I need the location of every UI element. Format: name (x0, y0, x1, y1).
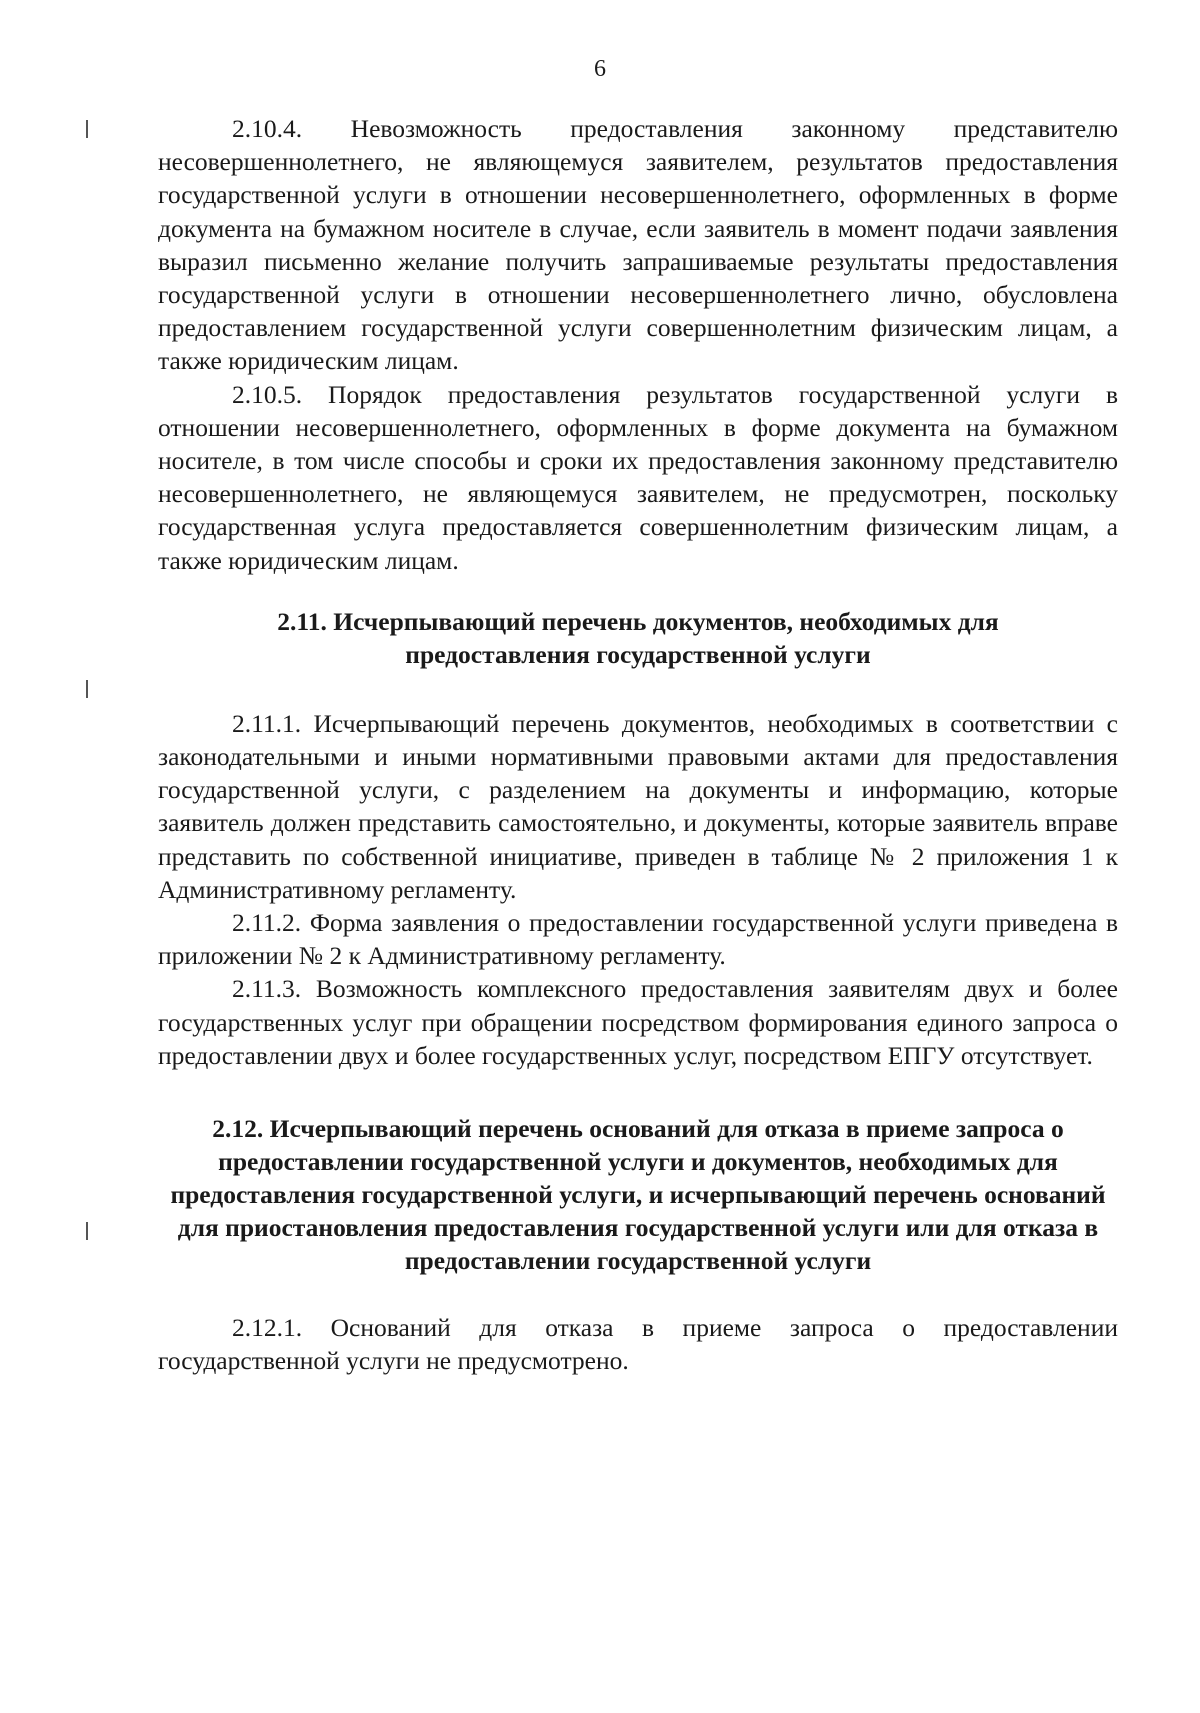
paragraph-2-10-4: 2.10.4. Невозможность предоставления законному представителю несовершеннолетнего, не являющемуся заявителем, результатов предоставления государственной услуги в отношении несовершеннолетнего, оформленных в форме документа на бумажном носителе в случае, если заявитель в момент подачи заявления выразил письменно желание получить запрашиваемые результаты предоставления государственной услуги в отношении несовершеннолетнего лично, обусловлена предоставлением государственной услуги совершеннолетним физическим лицам, а также юридическим лицам. (158, 114, 1118, 376)
margin-mark (86, 680, 88, 698)
margin-mark (86, 120, 88, 138)
paragraph-2-11-2: 2.11.2. Форма заявления о предоставлении государственной услуги приведена в приложении № 2 к Административному регламенту. (158, 908, 1118, 971)
paragraph-2-12-1: 2.12.1. Оснований для отказа в приеме запроса о предоставлении государственной услуги не предусмотрено. (158, 1313, 1118, 1376)
paragraph-2-11-1: 2.11.1. Исчерпывающий перечень документов, необходимых в соответствии с законодательными и иными нормативными правовыми актами для предоставления государственной услуги, с разделением на документы и информацию, которые заявитель должен представить самостоятельно, и документы, которые заявитель вправе представить по собственной инициативе, приведен в таблице № 2 приложения 1 к Административному регламенту. (158, 708, 1118, 904)
document-body (158, 112, 1118, 1377)
paragraph-2-10-5: 2.10.5. Порядок предоставления результатов государственной услуги в отношении несовершеннолетнего, оформленных в форме документа на бумажном носителе, в том числе способы и сроки их предоставления законному представителю несовершеннолетнего, не являющемуся заявителем, не предусмотрен, поскольку государственная услуга предоставляется совершеннолетним физическим лицам, а также юридическим лицам. (158, 379, 1118, 575)
section-heading-2-11: 2.11. Исчерпывающий перечень документов, необходимых для предоставления государственной услуги (277, 606, 999, 669)
paragraph-2-11-3: 2.11.3. Возможность комплексного предоставления заявителям двух и более государственных услуг при обращении посредством формирования единого запроса о предоставлении двух и более государственных услуг, посредством ЕПГУ отсутствует. (158, 974, 1118, 1070)
margin-mark (86, 1222, 88, 1240)
section-heading-2-12: 2.12. Исчерпывающий перечень оснований для отказа в приеме запроса о предоставлении государственной услуги и документов, необходимых для предоставления государственной услуги, и исчерпывающий перечень оснований для приостановления предоставления государственной услуги или для отказа в предоставлении государственной услуги (170, 1114, 1106, 1276)
page-number: 6 (594, 56, 606, 82)
